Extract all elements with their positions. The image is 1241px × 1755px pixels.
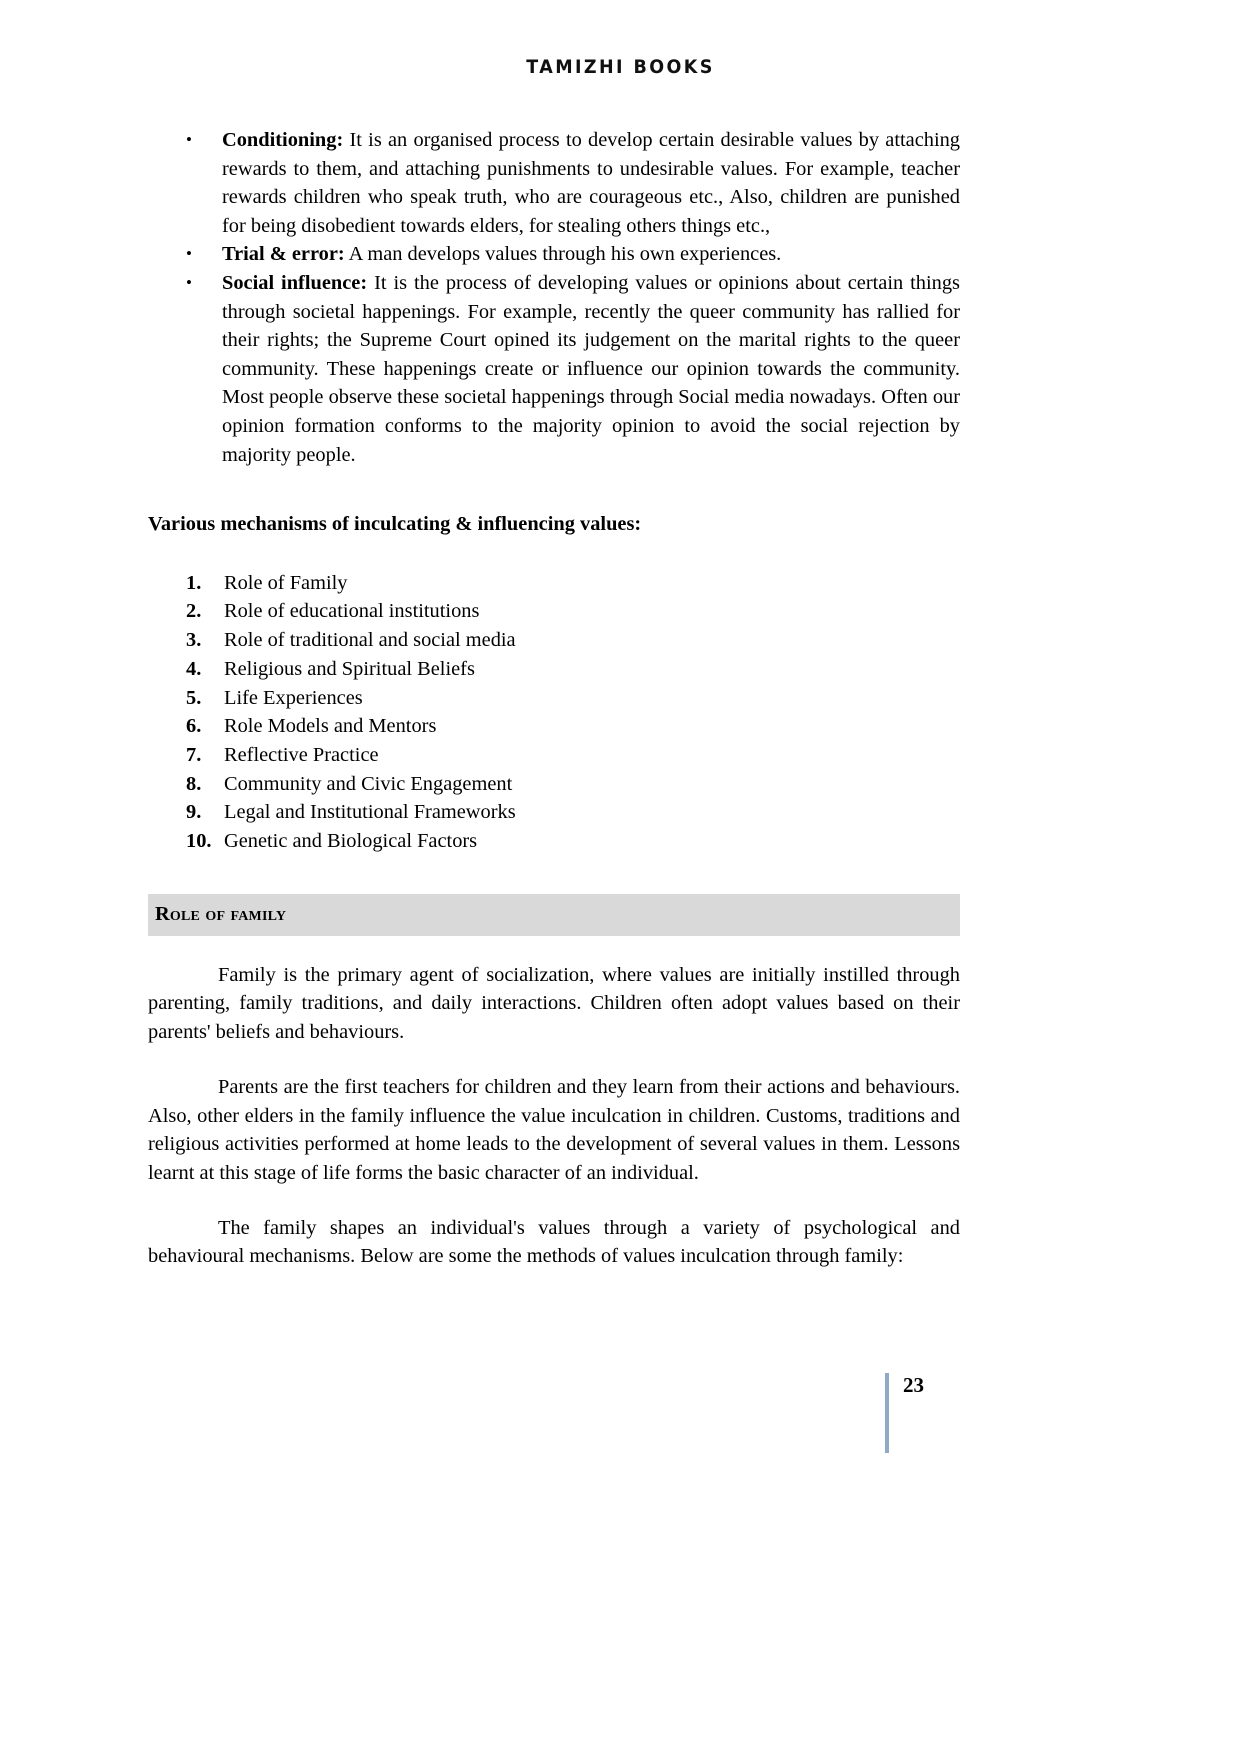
list-item-number: 1.: [186, 571, 202, 594]
list-item: [148, 126, 960, 240]
list-item: [148, 798, 960, 827]
list-item-label: Religious and Spiritual Beliefs: [224, 657, 475, 680]
section-banner: [148, 894, 960, 936]
list-item-number: 7.: [186, 743, 202, 766]
list-item: [148, 269, 960, 469]
list-item-label: Genetic and Biological Factors: [224, 830, 478, 853]
paragraph: Family is the primary agent of socialization, where values are initially instilled through parenting, family traditions, and daily interactions. Children often adopt values based on their parents' beliefs and behaviours.: [148, 963, 960, 1044]
bullet-point-icon: •: [186, 244, 192, 264]
list-item-number: 2.: [186, 600, 202, 623]
list-item: [148, 684, 960, 713]
mechanisms-numbered-list: [148, 569, 960, 856]
bullet-point-icon: •: [186, 130, 192, 149]
bullet-body-text: A man develops values through his own experiences.: [344, 243, 782, 266]
list-item: [148, 626, 960, 655]
list-item-number: 6.: [186, 715, 202, 738]
list-item: [148, 655, 960, 684]
list-item-number: 9.: [186, 801, 202, 824]
bullet-body-text: It is the process of developing values or opinions about certain things through societal happenings. For example, recently the queer community has rallied for their rights; the Supreme Court opined its judgement on the marital rights to the queer community. These happenings create or influence our opinion towards the community. Most people observe these societal happenings through Social media nowadays. Often our opinion formation conforms to the majority opinion to avoid the social rejection by majority people.: [222, 271, 960, 466]
section-heading: Various mechanisms of inculcating & influencing values:: [148, 513, 642, 536]
list-item-label: Role of traditional and social media: [224, 629, 516, 652]
list-item-number: 3.: [186, 629, 202, 652]
bullet-body-text: It is an organised process to develop certain desirable values by attaching rewards to them, and attaching punishments to undesirable values. For example, teacher rewards children who speak truth, who are courageous etc., Also, children are punished for being disobedient towards elders, for stealing others things etc.,: [222, 129, 960, 237]
list-item-label: Community and Civic Engagement: [224, 772, 513, 795]
list-item-number: 4.: [186, 657, 202, 680]
list-item-label: Legal and Institutional Frameworks: [224, 801, 516, 824]
list-item: [148, 741, 960, 770]
mechanisms-bullet-list: [148, 126, 960, 469]
bullet-point-icon: •: [186, 272, 192, 292]
list-item-label: Reflective Practice: [224, 743, 379, 766]
bullet-lead-term: Conditioning:: [222, 129, 344, 151]
list-item: [148, 770, 960, 799]
page-number: 23: [903, 1373, 924, 1397]
paragraph: Parents are the first teachers for children and they learn from their actions and behaviours. Also, other elders in the family influence the value inculcation in children. Customs, traditions and religious activities performed at home leads to the development of several values in them. Lessons learnt at this stage of life forms the basic character of an individual.: [148, 1075, 960, 1184]
paragraph: The family shapes an individual's values through a variety of psychological and behavioural mechanisms. Below are some the methods of values inculcation through family:: [148, 1216, 960, 1268]
list-item-label: Role Models and Mentors: [224, 715, 437, 738]
list-item: [148, 827, 960, 856]
bullet-lead-term: Trial & error:: [222, 243, 345, 266]
list-item-number: 10.: [186, 830, 212, 853]
list-item-label: Role of educational institutions: [224, 600, 480, 623]
page-footer: [885, 1373, 924, 1453]
publisher-brand-text: TAMIZHI BOOKS: [526, 57, 715, 79]
running-header: [0, 58, 1241, 78]
list-item: [148, 569, 960, 598]
list-item-label: Life Experiences: [224, 686, 363, 709]
list-item: [148, 240, 960, 269]
list-item: [148, 712, 960, 741]
list-item-number: 8.: [186, 772, 202, 795]
list-item-number: 5.: [186, 686, 202, 709]
page-content: [148, 126, 960, 1271]
section-banner-title: Role of family: [155, 903, 287, 926]
bullet-lead-term: Social influence:: [222, 271, 368, 294]
list-item-label: Role of Family: [224, 571, 348, 594]
list-item: [148, 597, 960, 626]
